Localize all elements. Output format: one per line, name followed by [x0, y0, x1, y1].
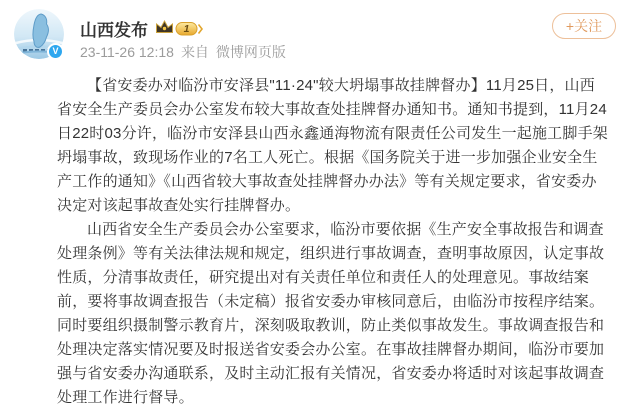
source-prefix: 来自: [180, 44, 209, 60]
username[interactable]: 山西发布: [80, 20, 148, 40]
verified-icon: V: [47, 43, 64, 60]
avatar[interactable]: [14, 9, 64, 59]
vip-crown-badge[interactable]: [155, 19, 203, 37]
source-link[interactable]: 微博网页版: [215, 44, 286, 60]
account-header: [80, 16, 203, 40]
vip-chevron-icon: [199, 25, 203, 34]
vip-level-badge: 1: [183, 23, 190, 35]
follow-button[interactable]: +关注: [552, 13, 616, 39]
post-paragraph-1: 【省安委办对临汾市安泽县"11·24"较大坍塌事故挂牌督办】11月25日，山西省安全生产委员会办公室发布较大事故查处挂牌督办通知书。通知书提到，11月24日22时03分许，临汾市安泽县山西永鑫通海物流有限责任公司发生一起施工脚手架坍塌事故，致现场作业的7名工人死亡。根据《国务院关于进一步加强企业安全生产工作的通知》《山西省较大事故查处挂牌督办办法》等有关规定要求，省安委办决定对该起事故查处实行挂牌督办。: [57, 77, 608, 214]
vip-crown-icon: [155, 19, 203, 37]
post-content: [57, 74, 609, 410]
timestamp[interactable]: 23-11-26 12:18: [80, 44, 174, 60]
post-paragraph-2: 山西省安全生产委员会办公室要求，临汾市要依据《生产安全事故报告和调查处理条例》等有关法律法规和规定，组织进行事故调查，查明事故原因，认定事故性质，分清事故责任，研究提出对有关责任单位和责任人的处理意见。事故结案前，要将事故调查报告（未定稿）报省安委办审核同意后，由临汾市按程序结案。同时要组织摄制警示教育片，深刻吸取教训，防止类似事故发生。事故调查报告和处理决定落实情况要及时报送省安委会办公室。在事故挂牌督办期间，临汾市要加强与省安委办沟通联系，及时主动汇报有关情况，省安委办将适时对该起事故调查处理工作进行督导。: [57, 221, 605, 406]
post-meta: [80, 42, 286, 62]
